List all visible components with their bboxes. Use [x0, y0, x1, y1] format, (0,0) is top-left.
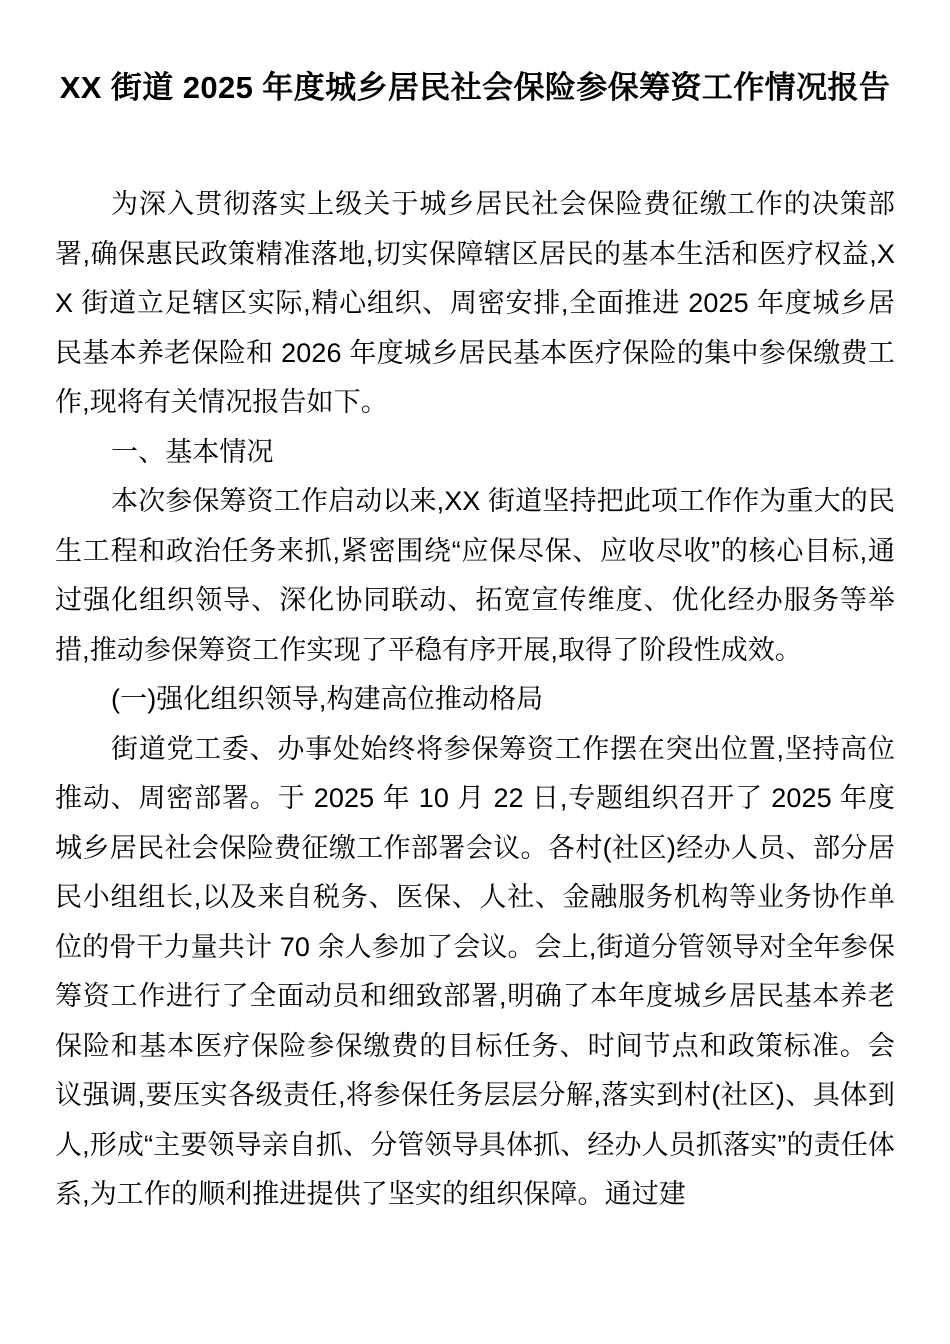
page-title: XX 街道 2025 年度城乡居民社会保险参保筹资工作情况报告 [59, 70, 891, 105]
paragraph-intro: 为深入贯彻落实上级关于城乡居民社会保险费征缴工作的决策部署,确保惠民政策精准落地,切实保障辖区居民的基本生活和医疗权益,XX 街道立足辖区实际,精心组织、周密安排,全面推进 2025 年度城乡居民基本养老保险和 2026 年度城乡居民基本医疗保险的集中参保缴费工作,现将有关情况报告如下。 [55, 189, 895, 417]
title-spacer [55, 114, 895, 180]
paragraph-subsection-1: 街道党工委、办事处始终将参保筹资工作摆在突出位置,坚持高位推动、周密部署。于 2025 年 10 月 22 日,专题组织召开了 2025 年度城乡居民社会保险费征缴工作部署会议。各村(社区)经办人员、部分居民小组组长,以及来自税务、医保、人社、金融服务机构等业务协作单位的骨干力量共计 70 余人参加了会议。会上,街道分管领导对全年参保筹资工作进行了全面动员和细致部署,明确了本年度城乡居民基本养老保险和基本医疗保险参保缴费的目标任务、时间节点和政策标准。会议强调,要压实各级责任,将参保任务层层分解,落实到村(社区)、具体到人,形成“主要领导亲自抓、分管领导具体抓、经办人员抓落实”的责任体系,为工作的顺利推进提供了坚实的组织保障。通过建 [55, 733, 895, 1209]
document-body [55, 0, 895, 1220]
paragraph-section-1: 本次参保筹资工作启动以来,XX 街道坚持把此项工作作为重大的民生工程和政治任务来抓,紧密围绕“应保尽保、应收尽收”的核心目标,通过强化组织领导、深化协同联动、拓宽宣传维度、优化经办服务等举措,推动参保筹资工作实现了平稳有序开展,取得了阶段性成效。 [55, 486, 895, 665]
heading-subsection-1: (一)强化组织领导,构建高位推动格局 [111, 684, 544, 714]
heading-section-1: 一、基本情况 [111, 436, 274, 467]
